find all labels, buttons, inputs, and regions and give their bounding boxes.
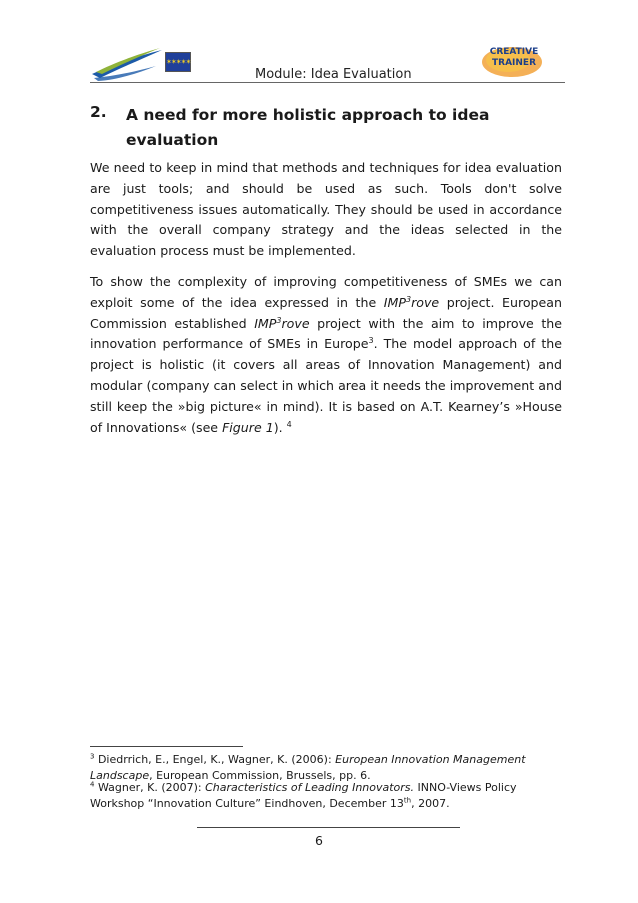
creative-trainer-logo [478, 40, 550, 80]
footer-rule [197, 827, 460, 828]
page-number: 6 [315, 833, 323, 848]
paragraph-2: To show the complexity of improving competitiveness of SMEs we can exploit some of the idea expressed in the IMP$^3$rove project. European Commission established IMP$^3$rove project with the aim to improve the innovation performance of SMEs in Europe$^3$. The model approach of the project is holistic (it covers all areas of Innovation Management) and modular (company can select in which area it needs the improvement and still keep the »big picture« in mind). It is based on A.T. Kearney’s »House of Innovations« (see Figure 1). $^4$ [90, 274, 562, 435]
page-header [90, 40, 565, 84]
imp3rove-term: IMP$^3$rove [383, 294, 440, 310]
imp3rove-term: IMP$^3$rove [254, 315, 310, 331]
section-number: 2. [90, 103, 107, 121]
eu-flag-icon: ✶✶✶✶✶ [165, 52, 191, 72]
footnote-ref-4: 4 [286, 419, 292, 429]
logo-text-creative: CREATIVE [489, 47, 539, 57]
footnote-separator [90, 746, 243, 747]
paragraph-1: We need to keep in mind that methods and techniques for idea evaluation are just tools; and should be used as such. Tools don't solve competitiveness issues automatically. They should be used in accordance with the overall company strategy and the ideas selected in the evaluation process must be implemented. [90, 160, 562, 259]
footnote-4: $^4$ Wagner, K. (2007): Characteristics of Leading Innovators. INNO-Views Policy Workshop “Innovation Culture” Eindhoven, December 13th, 2007. [90, 780, 517, 810]
footnote-ref-3: 3 [368, 336, 374, 346]
footnote-3: $^3$ Diedrrich, E., Engel, K., Wagner, K. (2006): European Innovation Management Landscape, European Commission, Brussels, pp. 6. [90, 752, 526, 782]
logo-text-trainer: TRAINER [492, 58, 536, 68]
header-rule [90, 82, 565, 83]
section-title: A need for more holistic approach to idea evaluation [126, 106, 490, 149]
leonardo-programme-logo [90, 46, 165, 82]
module-title: Module: Idea Evaluation [255, 67, 412, 82]
figure-reference[interactable]: Figure 1 [222, 419, 274, 435]
